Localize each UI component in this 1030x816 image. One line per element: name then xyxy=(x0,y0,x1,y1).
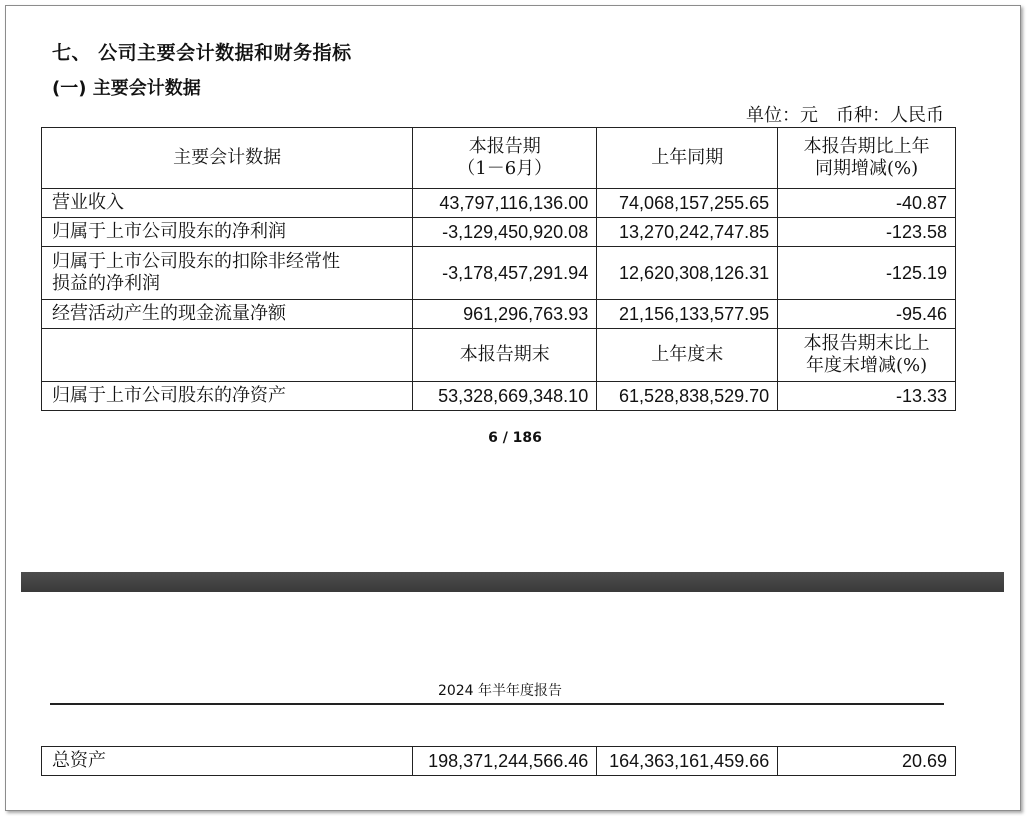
table-row xyxy=(42,382,956,411)
header-cell: 本报告期末比上 年度末增减(%) xyxy=(778,329,956,382)
row-label: 归属于上市公司股东的净利润 xyxy=(42,218,413,247)
change-value: -123.58 xyxy=(778,218,956,247)
table-row xyxy=(42,300,956,329)
section-heading: 七、 公司主要会计数据和财务指标 xyxy=(52,42,352,64)
previous-value: 74,068,157,255.65 xyxy=(597,189,778,218)
table-row xyxy=(42,247,956,300)
row-label: 总资产 xyxy=(42,747,413,776)
unit-note: 单位：元 币种：人民币 xyxy=(746,105,944,126)
header-cell: 本报告期末 xyxy=(413,329,597,382)
accounting-data-table xyxy=(41,127,956,411)
current-value: 53,328,669,348.10 xyxy=(413,382,597,411)
change-value: -125.19 xyxy=(778,247,956,300)
current-value: -3,129,450,920.08 xyxy=(413,218,597,247)
current-value: 43,797,116,136.00 xyxy=(413,189,597,218)
table-row xyxy=(42,218,956,247)
table-header-row xyxy=(42,128,956,189)
previous-value: 21,156,133,577.95 xyxy=(597,300,778,329)
header-cell: 上年同期 xyxy=(597,128,778,189)
report-title: 2024 年半年度报告 xyxy=(437,683,563,699)
current-value: -3,178,457,291.94 xyxy=(413,247,597,300)
row-label: 归属于上市公司股东的扣除非经常性 损益的净利润 xyxy=(42,247,413,300)
table-row xyxy=(42,747,956,776)
previous-value: 13,270,242,747.85 xyxy=(597,218,778,247)
header-cell: 主要会计数据 xyxy=(42,128,413,189)
previous-value: 164,363,161,459.66 xyxy=(597,747,778,776)
header-cell: 本报告期比上年 同期增减(%) xyxy=(778,128,956,189)
previous-value: 61,528,838,529.70 xyxy=(597,382,778,411)
current-value: 198,371,244,566.46 xyxy=(413,747,597,776)
previous-value: 12,620,308,126.31 xyxy=(597,247,778,300)
change-value: 20.69 xyxy=(778,747,956,776)
row-label: 营业收入 xyxy=(42,189,413,218)
empty-cell xyxy=(42,329,413,382)
page-break-band xyxy=(21,572,1004,592)
row-label: 归属于上市公司股东的净资产 xyxy=(42,382,413,411)
header-cell: 上年度末 xyxy=(597,329,778,382)
total-assets-table xyxy=(41,746,956,776)
table-subheader-row xyxy=(42,329,956,382)
header-rule xyxy=(50,703,944,705)
current-value: 961,296,763.93 xyxy=(413,300,597,329)
section-subheading: (一) 主要会计数据 xyxy=(52,78,201,99)
page-number: 6 / 186 xyxy=(488,430,542,446)
table-row xyxy=(42,189,956,218)
change-value: -95.46 xyxy=(778,300,956,329)
header-cell: 本报告期 （1－6月） xyxy=(413,128,597,189)
change-value: -40.87 xyxy=(778,189,956,218)
change-value: -13.33 xyxy=(778,382,956,411)
row-label: 经营活动产生的现金流量净额 xyxy=(42,300,413,329)
